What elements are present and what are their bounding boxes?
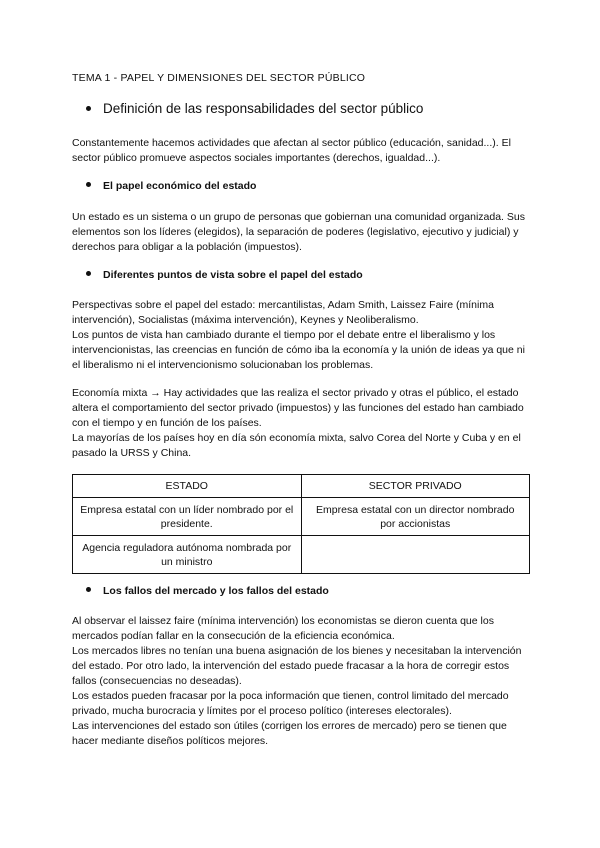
table-header-cell: ESTADO (73, 475, 302, 498)
paragraph-fallos (72, 614, 532, 749)
paragraph-line: Al observar el laissez faire (mínima intervención) los economistas se dieron cuenta que los mercados podían fallar en la consecución de la eficiencia económica. (72, 615, 494, 642)
heading-papel (86, 180, 256, 192)
paragraph-definicion (72, 136, 532, 166)
paragraph-line: Constantemente hacemos actividades que afectan al sector público (educación, sanidad...). El sector público promueve aspectos sociales importantes (derechos, igualdad...). (72, 137, 511, 164)
heading-definicion-text: Definición de las responsabilidades del sector público (103, 101, 424, 116)
bullet-icon (86, 182, 91, 187)
table-cell (301, 536, 530, 574)
bullet-icon (86, 106, 91, 111)
heading-puntos-text: Diferentes puntos de vista sobre el papel del estado (103, 269, 363, 281)
paragraph-puntos (72, 298, 532, 373)
estado-privado-table (72, 474, 530, 574)
paragraph-line: Economía mixta → Hay actividades que las realiza el sector privado y otras el público, el estado altera el comportamiento del sector privado (impuestos) y las funciones del estado han cambiado con el tiempo y en función de los países. (72, 387, 524, 429)
table-cell: Empresa estatal con un director nombrado por accionistas (301, 498, 530, 536)
bullet-icon (86, 587, 91, 592)
heading-fallos-text: Los fallos del mercado y los fallos del estado (103, 585, 329, 597)
paragraph-line: Un estado es un sistema o un grupo de personas que gobiernan una comunidad organizada. Sus elementos son los líderes (elegidos), la separación de poderes (legislativo, ejecutivo y judicial) y derechos para obligar a la población (impuestos). (72, 211, 525, 253)
table-cell: Agencia reguladora autónoma nombrada por un ministro (73, 536, 302, 574)
table-header-row (73, 475, 530, 498)
heading-puntos (86, 269, 363, 281)
paragraph-line: Perspectivas sobre el papel del estado: mercantilistas, Adam Smith, Laissez Faire (mínima intervención), Socialistas (máxima intervención), Keynes y Neoliberalismo. (72, 299, 494, 326)
bullet-icon (86, 271, 91, 276)
heading-definicion (86, 101, 423, 116)
table-row (73, 536, 530, 574)
table-header-cell: SECTOR PRIVADO (301, 475, 530, 498)
paragraph-line: Los estados pueden fracasar por la poca información que tienen, control limitado del mercado privado, mucha burocracia y límites por el proceso político (intereses electorales). (72, 690, 509, 717)
paragraph-line: Las intervenciones del estado son útiles (corrigen los errores de mercado) pero se tienen que hacer mediante diseños políticos mejores. (72, 720, 507, 747)
table-row (73, 498, 530, 536)
heading-fallos (86, 585, 329, 597)
paragraph-economia-mixta (72, 386, 532, 461)
paragraph-line: Los mercados libres no tenían una buena asignación de los bienes y necesitaban la intervención del estado. Por otro lado, la intervención del estado puede fracasar a la hora de corregir estos fallos (consecuencias no deseadas). (72, 645, 522, 687)
document-title: TEMA 1 - PAPEL Y DIMENSIONES DEL SECTOR PÚBLICO (72, 72, 366, 84)
paragraph-line: La mayorías de los países hoy en día són economía mixta, salvo Corea del Norte y Cuba y en el pasado la URSS y China. (72, 432, 521, 459)
paragraph-papel (72, 210, 532, 255)
table-cell: Empresa estatal con un líder nombrado por el presidente. (73, 498, 302, 536)
paragraph-line: Los puntos de vista han cambiado durante el tiempo por el debate entre el liberalismo y los intervencionistas, las creencias en función de cómo iba la economía y la unión de ideas ya que ni el liberalismo ni el intervencionismo solucionaban los problemas. (72, 329, 525, 371)
heading-papel-text: El papel económico del estado (103, 180, 257, 192)
